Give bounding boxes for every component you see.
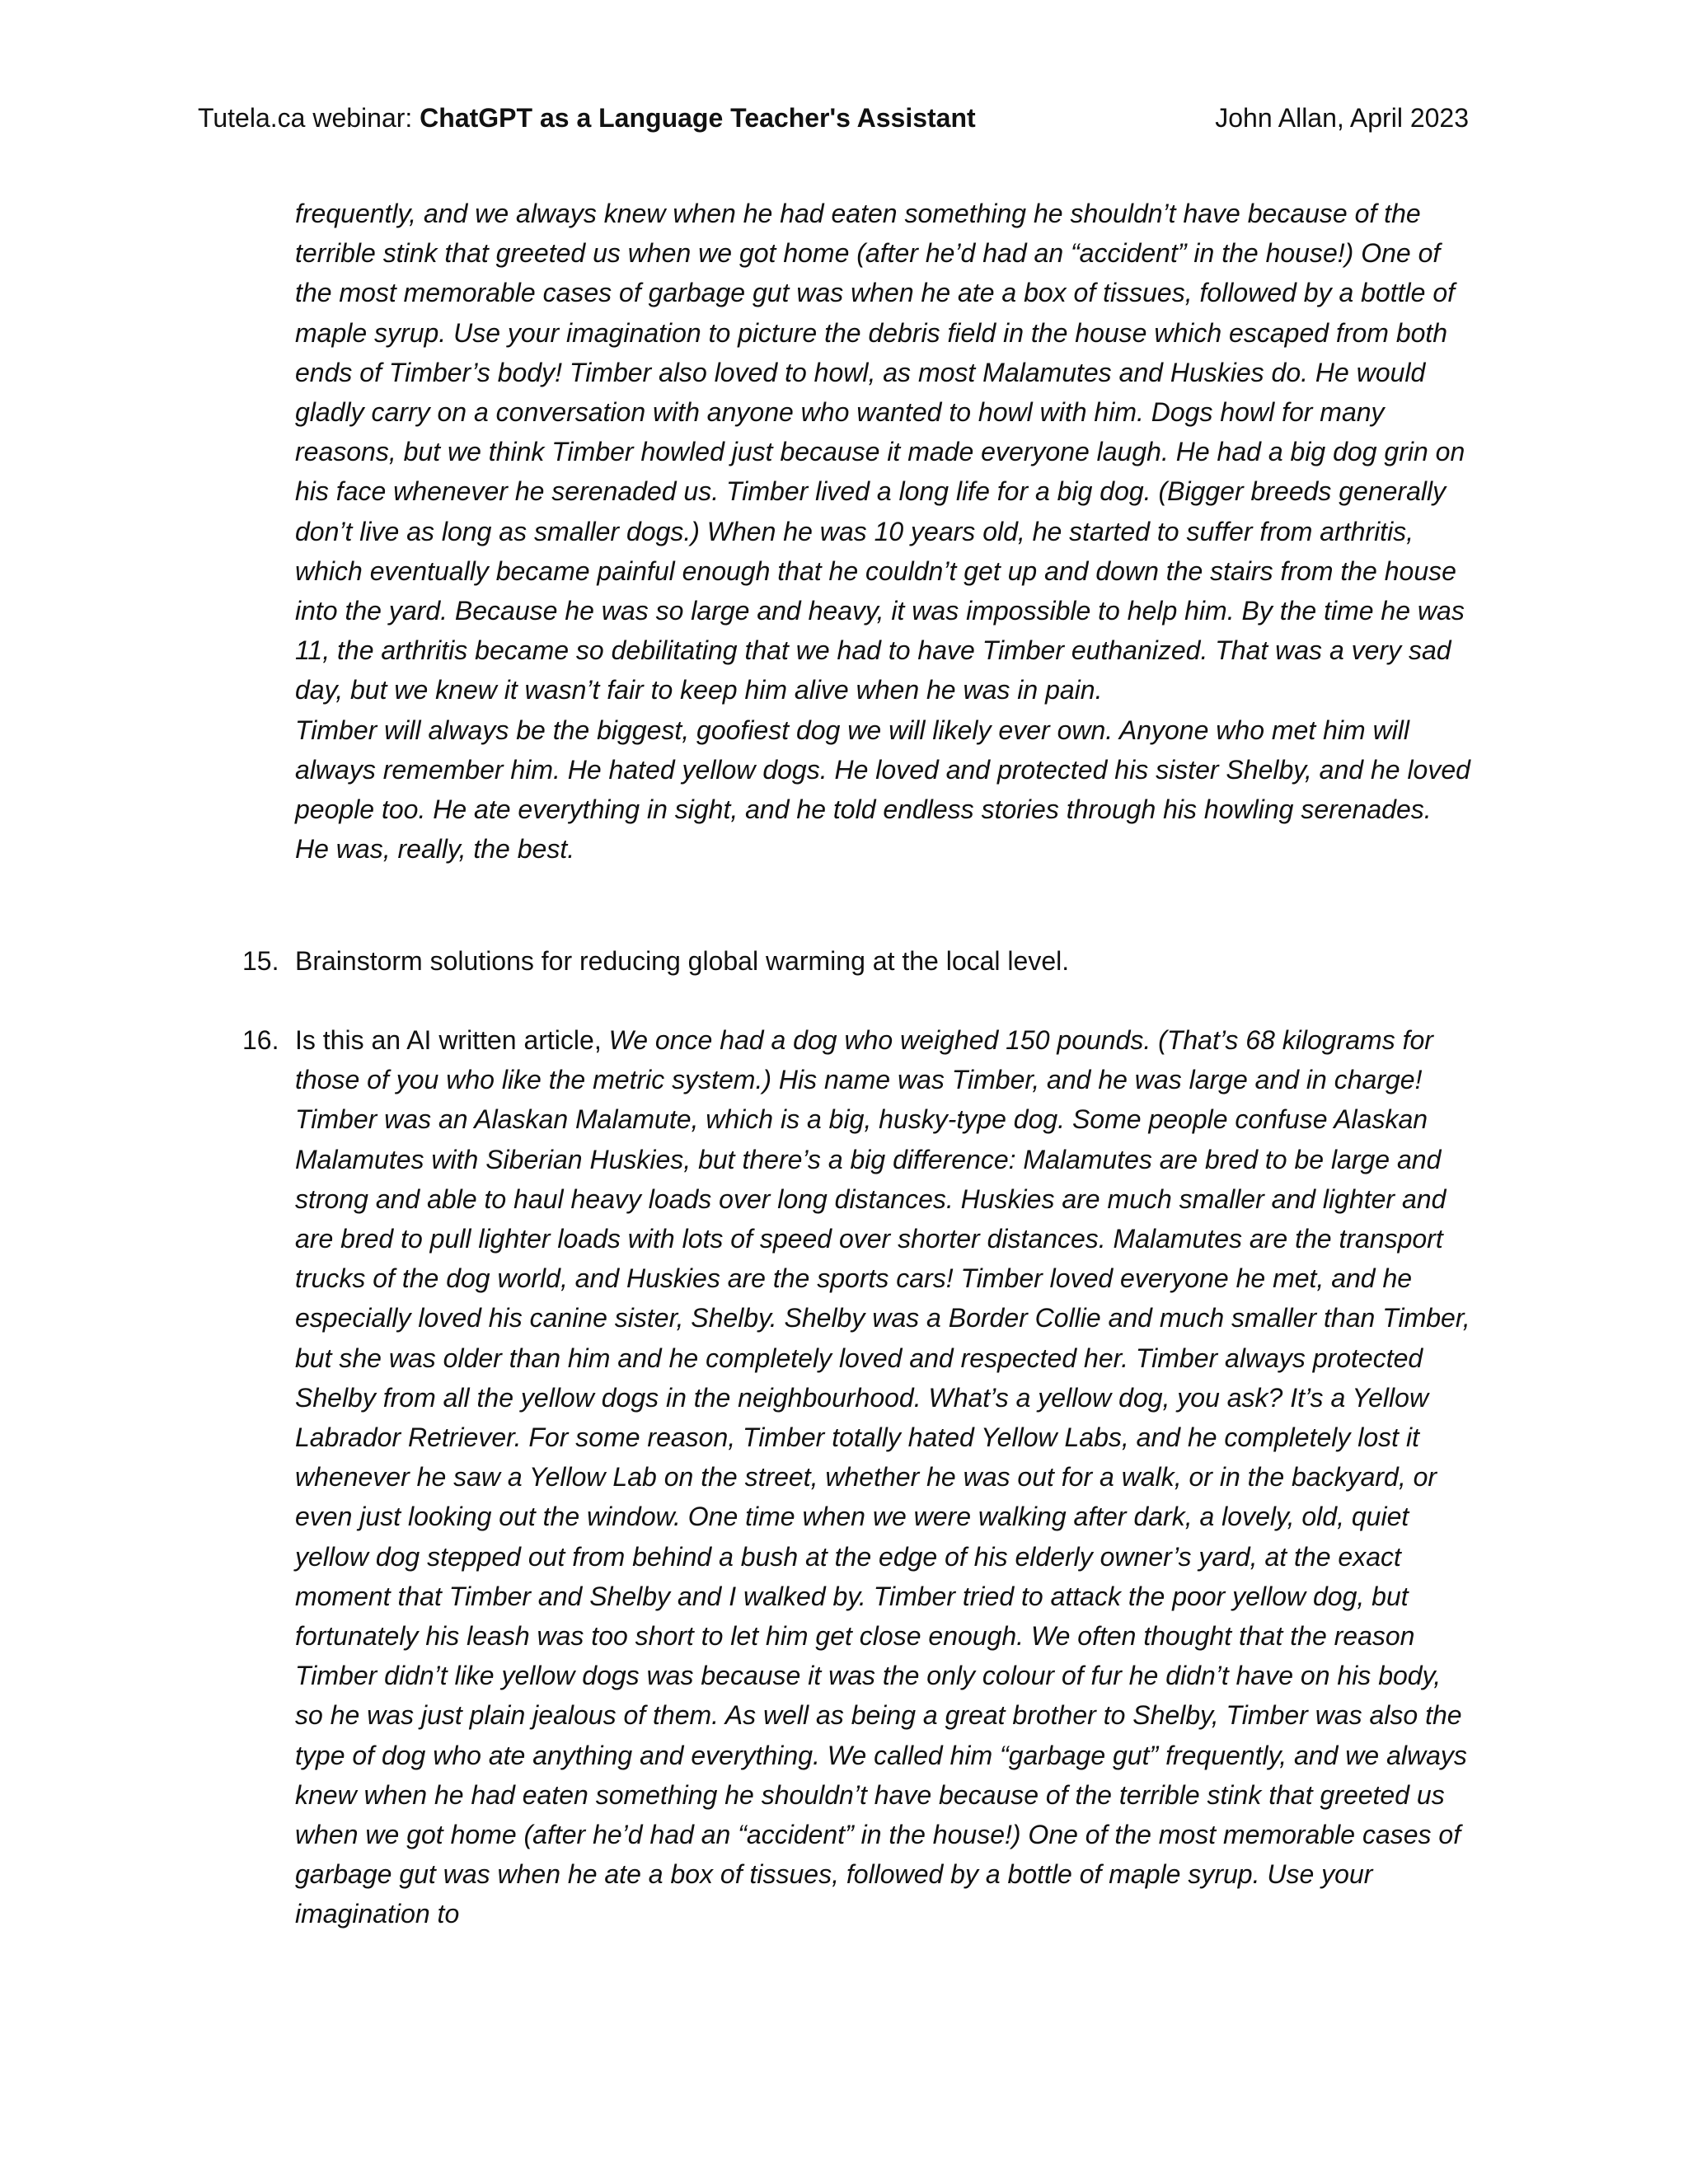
list-number: 16. — [242, 1025, 279, 1055]
continued-paragraph-2: Timber will always be the biggest, goofiest dog we will likely ever own. Anyone who met him will always remember him. He hated yellow dogs. He loved and protected his sister Shelby, and he loved people too. He ate everything in sight, and he told endless stories through his howling serenades. He was, really, the best. — [295, 715, 1470, 865]
header-author-date: John Allan, April 2023 — [1215, 103, 1469, 133]
list-number: 15. — [242, 946, 279, 976]
continued-article — [295, 194, 1470, 869]
header-title: ChatGPT as a Language Teacher's Assistant — [420, 103, 976, 133]
page-header — [198, 97, 1469, 138]
continued-paragraph-1: frequently, and we always knew when he had eaten something he shouldn’t have because of the terrible stink that greeted us when we got home (after he’d had an “accident” in the house!) One of the most memorable cases of garbage gut was when he ate a box of tissues, followed by a bottle of maple syrup. Use your imagination to picture the debris field in the house which escaped from both ends of Timber’s body! Timber also loved to howl, as most Malamutes and Huskies do. He would gladly carry on a conversation with anyone who wanted to howl with him. Dogs howl for many reasons, but we think Timber howled just because it made everyone laugh. He had a big dog grin on his face whenever he serenaded us. Timber lived a long life for a big dog. (Bigger breeds generally don’t live as long as smaller dogs.) When he was 10 years old, he started to suffer from arthritis, which eventually became painful enough that he couldn’t get up and down the stairs from the house into the yard. Because he was so large and heavy, it was impossible to help him. By the time he was 11, the arthritis became so debilitating that we had to have Timber euthanized. That was a very sad day, but we knew it wasn’t fair to keep him alive when he was in pain. — [295, 199, 1465, 705]
question-lead: Is this an AI written article, — [295, 1025, 609, 1055]
header-prefix: Tutela.ca webinar: — [198, 103, 420, 133]
header-left — [198, 97, 976, 138]
article-text: We once had a dog who weighed 150 pounds. (That’s 68 kilograms for those of you who like the metric system.) His name was Timber, and he was large and in charge! Timber was an Alaskan Malamute, which is a big, husky-type dog. Some people confuse Alaskan Malamutes with Siberian Huskies, but there’s a big difference: Malamutes are bred to be large and strong and able to haul heavy loads over long distances. Huskies are much smaller and lighter and are bred to pull lighter loads with lots of speed over shorter distances. Malamutes are the transport trucks of the dog world, and Huskies are the sports cars! Timber loved everyone he met, and he especially loved his canine sister, Shelby. Shelby was a Border Collie and much smaller than Timber, but she was older than him and he completely loved and respected her. Timber always protected Shelby from all the yellow dogs in the neighbourhood. What’s a yellow dog, you ask? It’s a Yellow Labrador Retriever. For some reason, Timber totally hated Yellow Labs, and he completely lost it whenever he saw a Yellow Lab on the street, whether he was out for a walk, or in the backyard, or even just looking out the window. One time when we were walking after dark, a lovely, old, quiet yellow dog stepped out from behind a bush at the edge of his elderly owner’s yard, at the exact moment that Timber and Shelby and I walked by. Timber tried to attack the poor yellow dog, but fortunately his leash was too short to let him get close enough. We often thought that the reason Timber didn’t like yellow dogs was because it was the only colour of fur he didn’t have on his body, so he was just plain jealous of them. As well as being a great brother to Shelby, Timber was also the type of dog who ate anything and everything. We called him “garbage gut” frequently, and we always knew when he had eaten something he shouldn’t have because of the terrible stink that greeted us when we got home (after he’d had an “accident” in the house!) One of the most memorable cases of garbage gut was when he ate a box of tissues, followed by a bottle of maple syrup. Use your imagination to — [295, 1025, 1470, 1929]
list-item-text: Brainstorm solutions for reducing global warming at the local level. — [295, 946, 1070, 976]
list-item-text — [295, 1020, 1470, 1934]
